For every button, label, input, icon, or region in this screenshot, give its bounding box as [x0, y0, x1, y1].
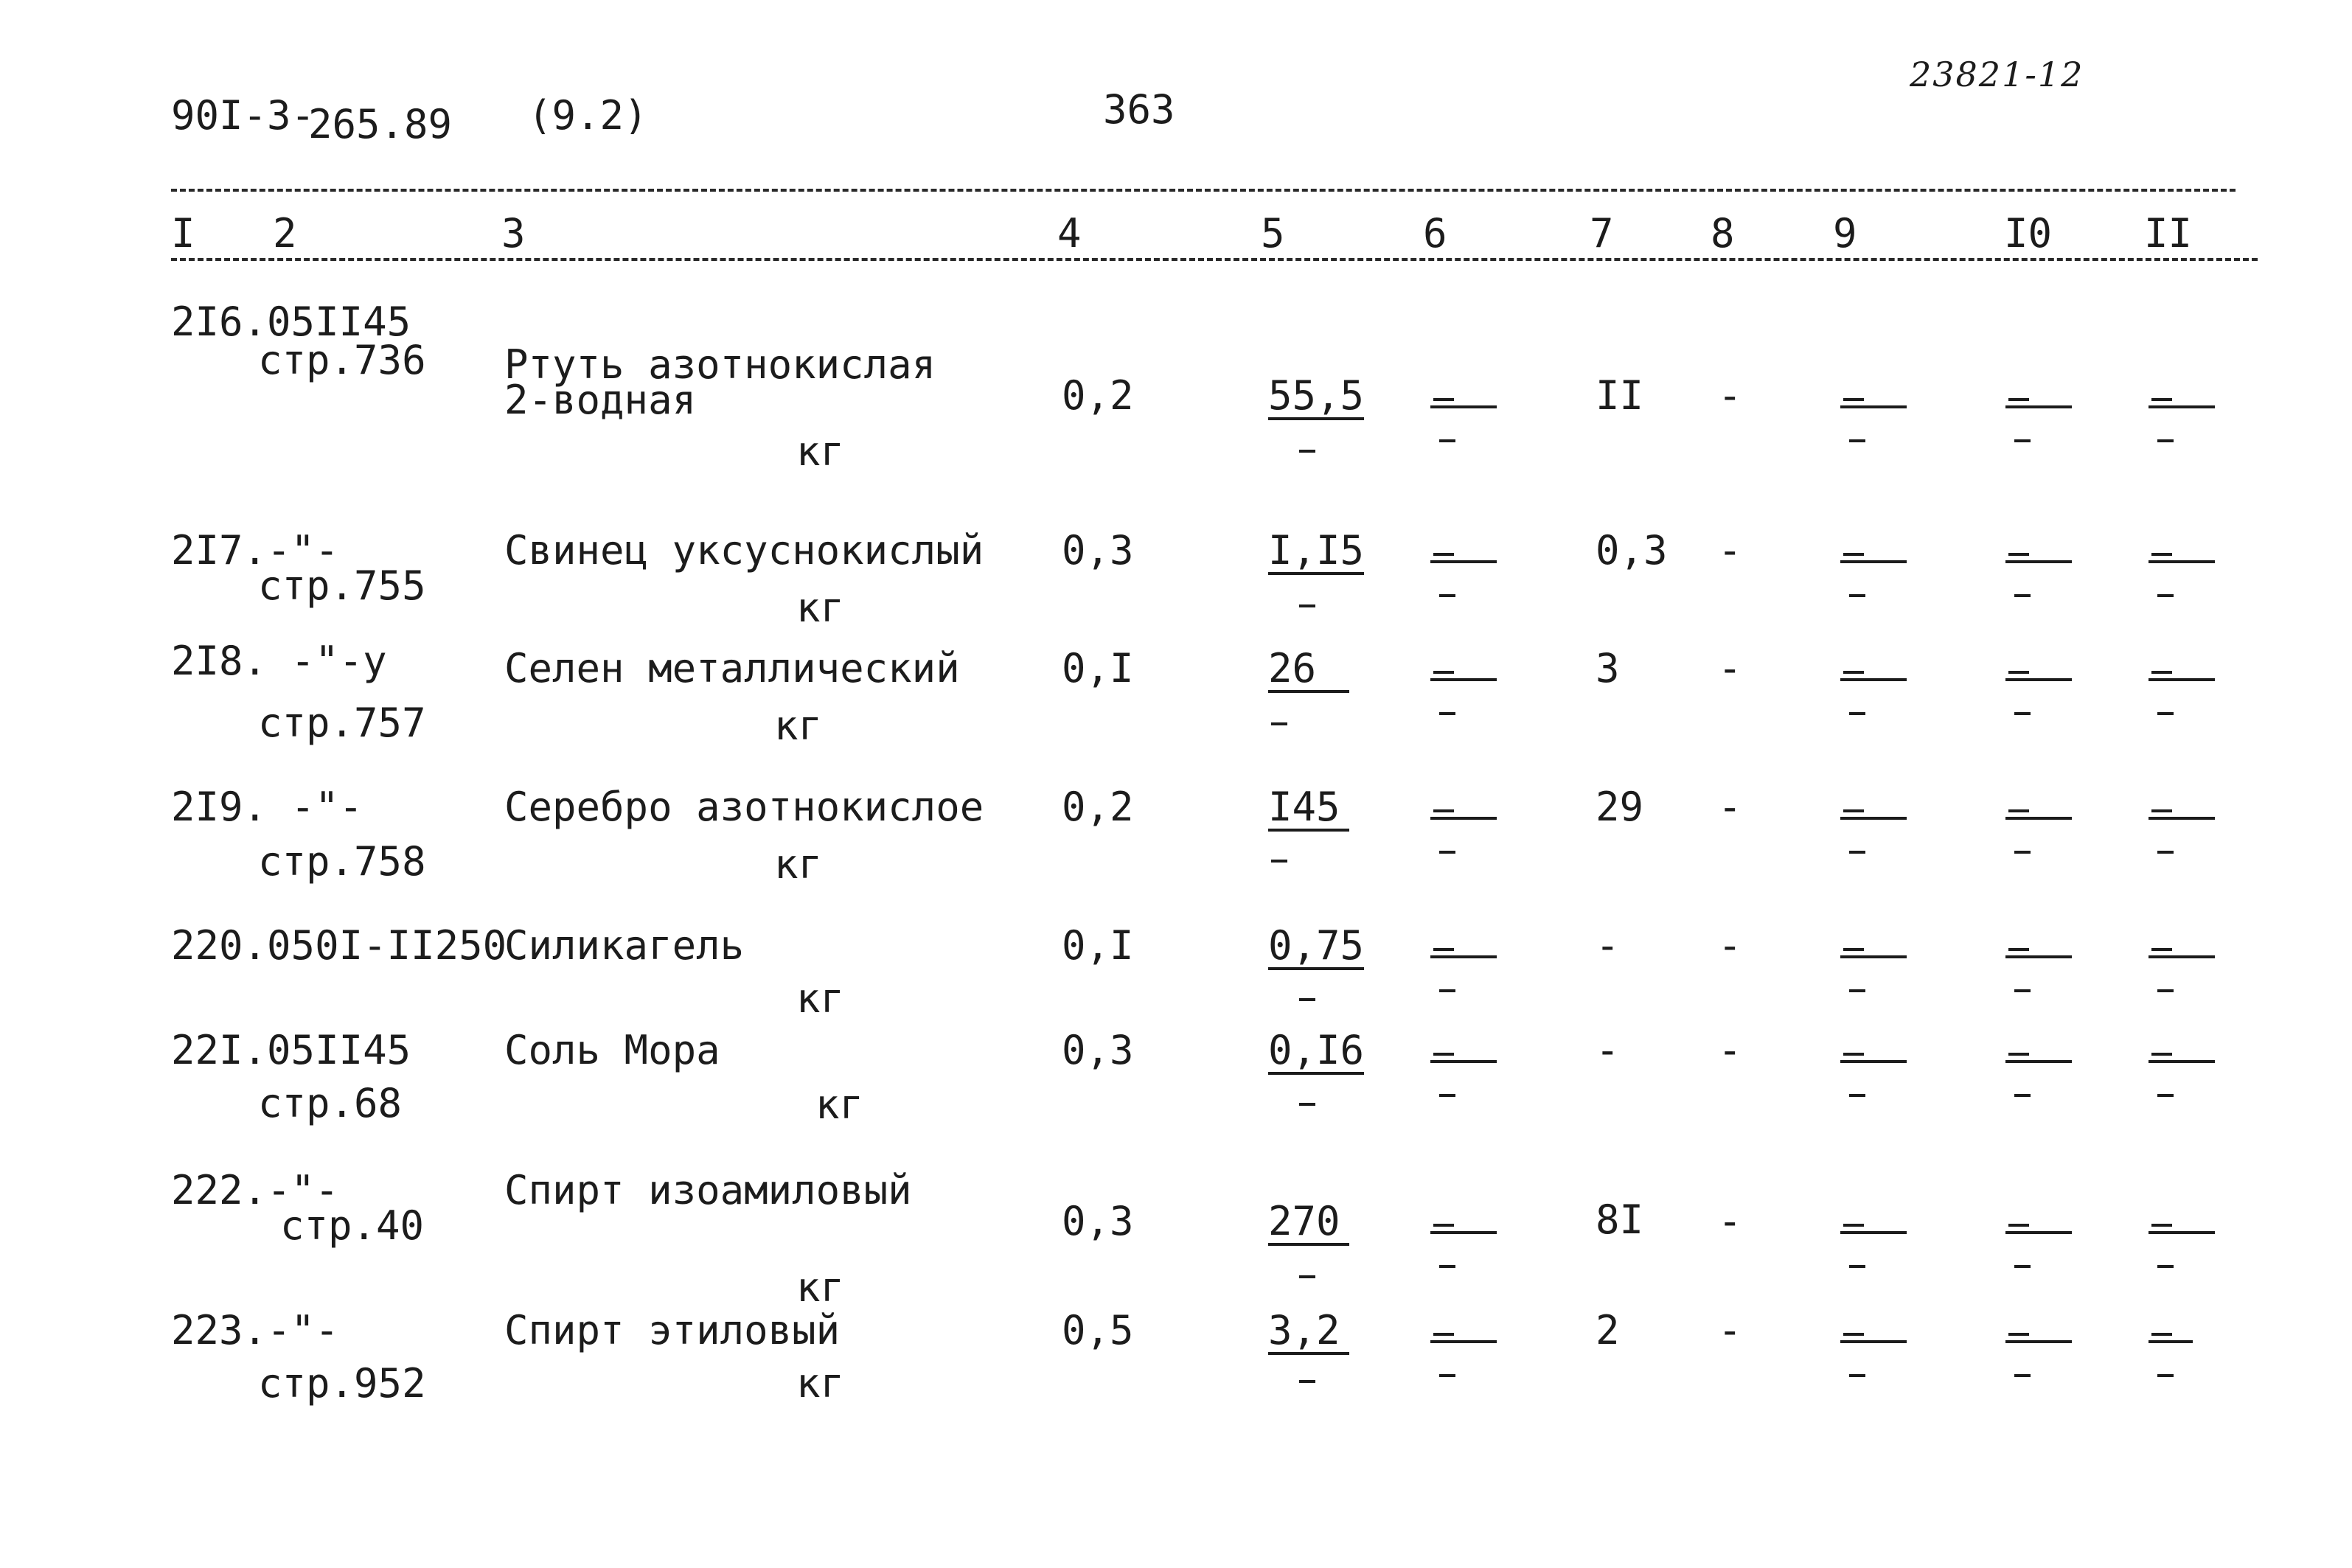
row-column-5-denominator: [1299, 998, 1315, 1001]
row-code: 222.-"-: [171, 1167, 339, 1213]
row-unit: кг: [796, 975, 845, 1022]
dash-fraction-col6: [1430, 398, 1497, 457]
row-column-5-denominator: [1271, 722, 1287, 725]
row-column-5: 0,I6: [1268, 1027, 1365, 1073]
column-header-dashed-rule: [171, 258, 2258, 261]
row-code: 2I6.05II45: [171, 299, 411, 345]
dash-fraction-col9: [1840, 553, 1907, 612]
row-column-7: 0,3: [1596, 527, 1668, 574]
row-code: 223.-"-: [171, 1307, 339, 1353]
row-code: 2I8. -"-у: [171, 638, 387, 684]
row-column-5: I45: [1268, 787, 1349, 832]
row-reference: стр.758: [258, 838, 426, 885]
row-code: 2I9. -"-: [171, 784, 363, 830]
row-column-8: -: [1718, 1198, 1742, 1244]
row-column-5: 55,5: [1268, 372, 1365, 419]
column-header-9: 9: [1833, 210, 1857, 257]
row-column-5-denominator: [1299, 604, 1315, 607]
row-column-5: 3,2: [1268, 1311, 1349, 1355]
column-header-6: 6: [1423, 210, 1447, 257]
dash-fraction-col9: [1840, 809, 1907, 868]
column-header-4: 4: [1057, 210, 1082, 257]
table-row: [0, 784, 2352, 927]
dash-fraction-col11: [2149, 1224, 2215, 1283]
table-row: [0, 1027, 2352, 1171]
row-material-name: Силикагель: [504, 922, 745, 969]
row-column-4: 0,3: [1062, 527, 1134, 574]
dash-fraction-col11: [2149, 1333, 2193, 1392]
dash-fraction-col6: [1430, 553, 1497, 612]
row-column-8: -: [1718, 922, 1742, 969]
column-header-5: 5: [1261, 210, 1285, 257]
row-column-7: -: [1596, 1027, 1620, 1073]
column-header-8: 8: [1711, 210, 1735, 257]
row-column-5: 270: [1268, 1202, 1349, 1246]
dash-fraction-col11: [2149, 671, 2215, 730]
row-code: 2I7.-"-: [171, 527, 339, 574]
row-column-4: 0,I: [1062, 922, 1134, 969]
dash-fraction-col6: [1430, 1333, 1497, 1392]
column-header-1: I: [171, 210, 195, 257]
row-material-name: Свинец уксуснокислый: [504, 527, 984, 574]
handwritten-stamp-number: 23821-12: [1910, 55, 2084, 94]
row-column-4: 0,3: [1062, 1198, 1134, 1244]
dash-fraction-col9: [1840, 1224, 1907, 1283]
row-column-5-denominator: [1299, 1380, 1315, 1383]
dash-fraction-col10: [2005, 553, 2072, 612]
row-column-7: 29: [1596, 784, 1644, 830]
row-reference: стр.736: [258, 337, 426, 383]
row-column-5: 0,75: [1268, 922, 1365, 969]
row-column-5: I,I5: [1268, 527, 1365, 574]
row-code: 22I.05II45: [171, 1027, 411, 1073]
dash-fraction-col10: [2005, 809, 2072, 868]
dash-fraction-col11: [2149, 553, 2215, 612]
row-column-8: -: [1718, 784, 1742, 830]
dash-fraction-col6: [1430, 809, 1497, 868]
dash-fraction-col9: [1840, 398, 1907, 457]
row-column-5-denominator: [1299, 450, 1315, 453]
dash-fraction-col9: [1840, 671, 1907, 730]
top-dashed-rule: [171, 189, 2236, 192]
row-column-8: -: [1718, 645, 1742, 691]
row-unit: кг: [796, 428, 845, 475]
dash-fraction-col6: [1430, 1053, 1497, 1112]
column-header-3: 3: [501, 210, 526, 257]
dash-fraction-col10: [2005, 1333, 2072, 1392]
row-column-7: 2: [1596, 1307, 1620, 1353]
dash-fraction-col9: [1840, 1333, 1907, 1392]
column-header-7: 7: [1590, 210, 1614, 257]
dash-fraction-col11: [2149, 809, 2215, 868]
row-unit: кг: [774, 841, 823, 888]
row-material-name-continued: 2-водная: [504, 377, 697, 423]
column-header-11: II: [2144, 210, 2193, 257]
dash-fraction-col10: [2005, 1053, 2072, 1112]
row-column-5: 26: [1268, 649, 1349, 693]
row-column-4: 0,5: [1062, 1307, 1134, 1353]
table-row: [0, 1307, 2352, 1451]
row-column-5-denominator: [1299, 1103, 1315, 1106]
row-material-name: Соль Мора: [504, 1027, 720, 1073]
row-reference: стр.68: [258, 1080, 403, 1126]
dash-fraction-col6: [1430, 1224, 1497, 1283]
row-column-4: 0,2: [1062, 372, 1134, 419]
table-row: [0, 299, 2352, 475]
row-column-4: 0,2: [1062, 784, 1134, 830]
section-number: (9.2): [528, 92, 648, 139]
row-unit: кг: [774, 703, 823, 749]
row-material-name: Ртуть азотнокислая: [504, 341, 936, 388]
dash-fraction-col10: [2005, 398, 2072, 457]
row-column-7: 3: [1596, 645, 1620, 691]
dash-fraction-col6: [1430, 671, 1497, 730]
row-column-8: -: [1718, 527, 1742, 574]
row-column-7: II: [1596, 372, 1644, 419]
row-reference: стр.952: [258, 1360, 426, 1407]
row-column-8: -: [1718, 372, 1742, 419]
row-column-7: 8I: [1596, 1196, 1644, 1243]
row-column-5-denominator: [1299, 1275, 1315, 1278]
dash-fraction-col10: [2005, 948, 2072, 1007]
dash-fraction-col11: [2149, 1053, 2215, 1112]
dash-fraction-col6: [1430, 948, 1497, 1007]
dash-fraction-col9: [1840, 948, 1907, 1007]
row-code: 220.050I-II250: [171, 922, 507, 969]
row-unit: кг: [796, 585, 845, 631]
page-number: 363: [1103, 86, 1175, 133]
dash-fraction-col11: [2149, 398, 2215, 457]
dash-fraction-col10: [2005, 671, 2072, 730]
dash-fraction-col9: [1840, 1053, 1907, 1112]
row-unit: кг: [796, 1264, 845, 1311]
row-material-name: Серебро азотнокислое: [504, 784, 984, 830]
dash-fraction-col10: [2005, 1224, 2072, 1283]
document-code-prefix: 90I-3-: [171, 92, 316, 139]
row-column-8: -: [1718, 1307, 1742, 1353]
table-row: [0, 638, 2352, 789]
table-row: [0, 1167, 2352, 1311]
row-unit: кг: [796, 1360, 845, 1407]
row-material-name: Спирт этиловый: [504, 1307, 841, 1353]
row-material-name: Спирт изоамиловый: [504, 1167, 912, 1213]
row-reference: стр.755: [258, 562, 426, 609]
row-column-4: 0,3: [1062, 1027, 1134, 1073]
column-header-2: 2: [273, 210, 297, 257]
row-reference: стр.40: [280, 1202, 425, 1249]
row-column-8: -: [1718, 1027, 1742, 1073]
row-column-4: 0,I: [1062, 645, 1134, 691]
document-code-suffix: 265.89: [308, 101, 453, 147]
row-unit: кг: [815, 1081, 864, 1128]
row-reference: стр.757: [258, 700, 426, 746]
column-header-10: I0: [2004, 210, 2053, 257]
row-material-name: Селен металлический: [504, 645, 960, 691]
row-column-7: -: [1596, 922, 1620, 969]
dash-fraction-col11: [2149, 948, 2215, 1007]
row-column-5-denominator: [1271, 860, 1287, 863]
